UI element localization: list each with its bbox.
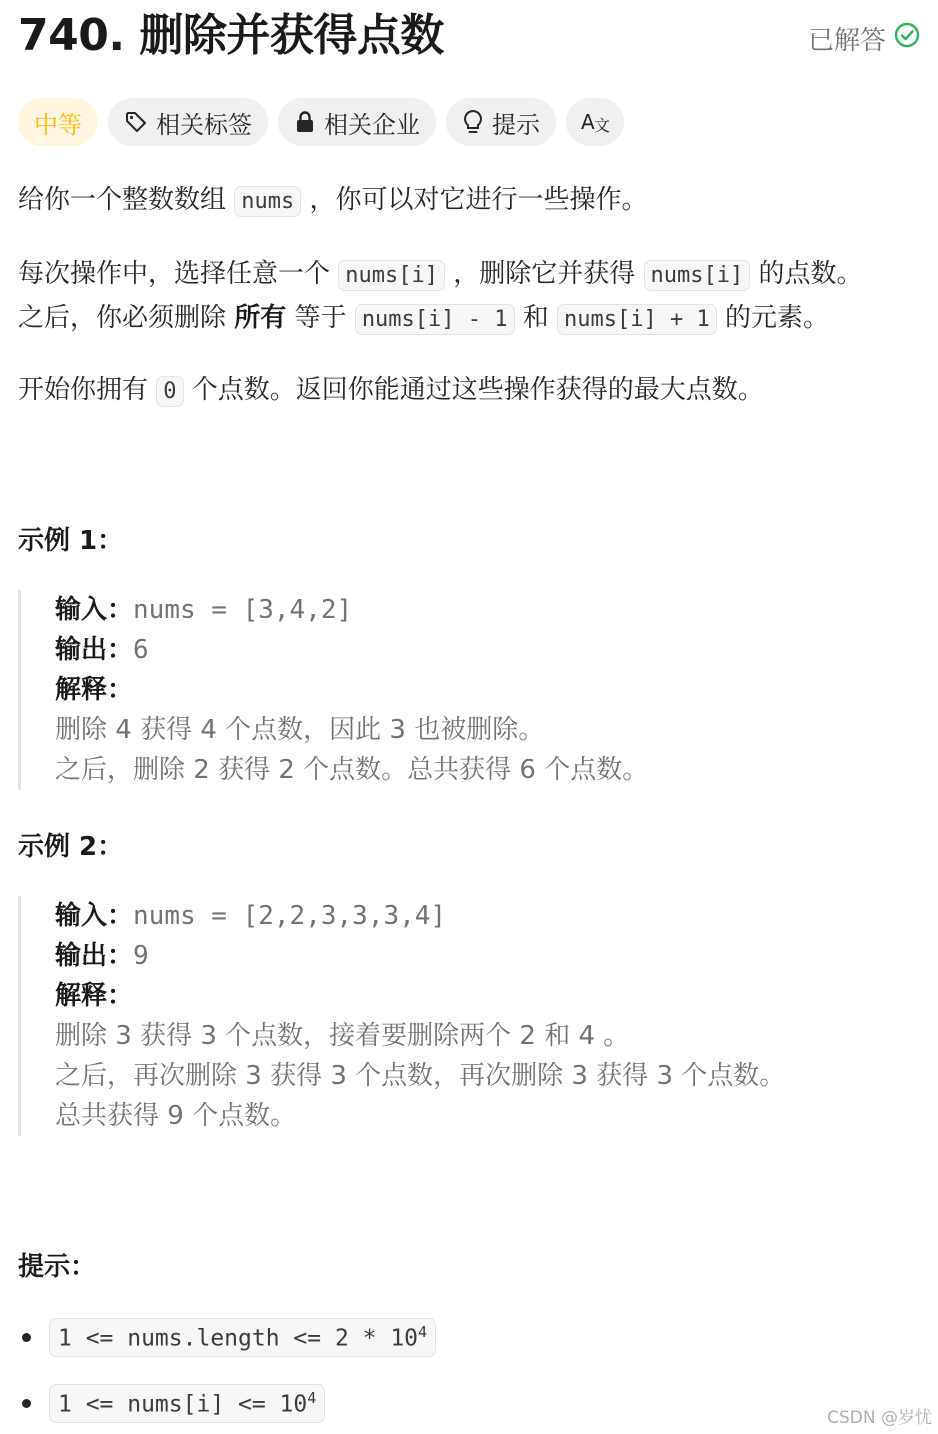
translate-icon bbox=[580, 109, 610, 135]
related-companies-chip[interactable] bbox=[278, 98, 436, 146]
lock-icon bbox=[294, 110, 316, 134]
example-output-line bbox=[55, 936, 935, 976]
problem-header bbox=[18, 6, 920, 66]
example-input-line bbox=[55, 896, 935, 936]
solved-status bbox=[808, 20, 920, 57]
output-value: 6 bbox=[133, 635, 149, 665]
input-label: 输入： bbox=[55, 901, 134, 931]
explanation-text: 删除 4 获得 4 个点数，因此 3 也被删除。 bbox=[55, 715, 545, 745]
text: 给你一个整数数组 bbox=[18, 185, 235, 215]
bold-text: 所有 bbox=[234, 303, 287, 333]
text: ，删除它并获得 bbox=[444, 259, 644, 289]
text: 的元素。 bbox=[716, 303, 830, 333]
exponent: 4 bbox=[418, 1323, 428, 1341]
watermark: CSDN @岁忧 bbox=[827, 1408, 932, 1428]
example-2-block bbox=[18, 896, 935, 1136]
explain-label: 解释： bbox=[55, 981, 134, 1011]
solved-label: 已解答 bbox=[807, 26, 886, 56]
description-paragraph-2 bbox=[18, 252, 863, 298]
constraint-item bbox=[22, 1318, 436, 1357]
example-explain-line bbox=[55, 976, 935, 1016]
output-value: 9 bbox=[133, 941, 149, 971]
inline-code: nums[i] bbox=[644, 260, 751, 291]
translate-chip[interactable] bbox=[566, 98, 624, 146]
text: 和 bbox=[514, 303, 558, 333]
explanation-text: 之后，再次删除 3 获得 3 个点数，再次删除 3 获得 3 个点数。 bbox=[55, 1061, 786, 1091]
inline-code: nums bbox=[234, 186, 301, 217]
inline-code: 0 bbox=[156, 376, 183, 407]
constraint-text: 1 <= nums.length <= 2 * 10 bbox=[58, 1325, 419, 1352]
example-explain-line bbox=[55, 670, 935, 710]
text: 开始你拥有 bbox=[18, 375, 157, 405]
input-value: nums = [3,4,2] bbox=[133, 595, 353, 625]
inline-code: nums[i] + 1 bbox=[557, 304, 717, 335]
inline-code: nums[i] - 1 bbox=[355, 304, 515, 335]
tag-chips bbox=[18, 98, 624, 146]
example-1-heading: 示例 1： bbox=[18, 526, 124, 556]
tag-icon bbox=[124, 110, 148, 134]
description-paragraph-1 bbox=[18, 178, 648, 224]
inline-code: nums[i] bbox=[338, 260, 445, 291]
constraints-heading: 提示： bbox=[18, 1252, 97, 1282]
svg-text:文: 文 bbox=[594, 116, 610, 135]
text: 之后，你必须删除 bbox=[18, 303, 235, 333]
output-label: 输出： bbox=[55, 941, 134, 971]
explanation-text: 删除 3 获得 3 个点数，接着要删除两个 2 和 4 。 bbox=[55, 1021, 630, 1051]
exponent: 4 bbox=[307, 1389, 317, 1407]
hint-chip[interactable] bbox=[446, 98, 556, 146]
constraint-text: 1 <= nums[i] <= 10 bbox=[58, 1391, 308, 1418]
bullet-dot bbox=[22, 1399, 31, 1408]
constraint-code bbox=[49, 1384, 325, 1423]
text: 等于 bbox=[286, 303, 355, 333]
lightbulb-icon bbox=[462, 109, 484, 135]
description-paragraph-4 bbox=[18, 368, 764, 414]
difficulty-label: 中等 bbox=[34, 110, 82, 139]
output-label: 输出： bbox=[55, 635, 134, 665]
text: 个点数。返回你能通过这些操作获得的最大点数。 bbox=[183, 375, 764, 405]
text: ，你可以对它进行一些操作。 bbox=[301, 185, 648, 215]
explanation-text: 之后，删除 2 获得 2 个点数。总共获得 6 个点数。 bbox=[55, 755, 649, 785]
hint-label: 提示 bbox=[492, 110, 540, 139]
input-value: nums = [2,2,3,3,3,4] bbox=[133, 901, 447, 931]
example-input-line bbox=[55, 590, 935, 630]
example-2-heading: 示例 2： bbox=[18, 832, 124, 862]
description-paragraph-3 bbox=[18, 296, 829, 342]
constraint-code bbox=[49, 1318, 436, 1357]
constraint-item bbox=[22, 1384, 325, 1423]
check-circle-icon bbox=[894, 22, 920, 55]
related-tags-label: 相关标签 bbox=[156, 110, 252, 139]
text: 每次操作中，选择任意一个 bbox=[18, 259, 339, 289]
problem-title: 740. 删除并获得点数 bbox=[18, 10, 444, 61]
example-output-line bbox=[55, 630, 935, 670]
svg-text:A: A bbox=[581, 110, 595, 134]
difficulty-chip[interactable] bbox=[18, 98, 98, 146]
explain-label: 解释： bbox=[55, 675, 134, 705]
input-label: 输入： bbox=[55, 595, 134, 625]
example-1-block bbox=[18, 590, 935, 790]
related-tags-chip[interactable] bbox=[108, 98, 268, 146]
bullet-dot bbox=[22, 1333, 31, 1342]
related-companies-label: 相关企业 bbox=[324, 110, 420, 139]
text: 的点数。 bbox=[750, 259, 863, 289]
explanation-text: 总共获得 9 个点数。 bbox=[55, 1101, 297, 1131]
